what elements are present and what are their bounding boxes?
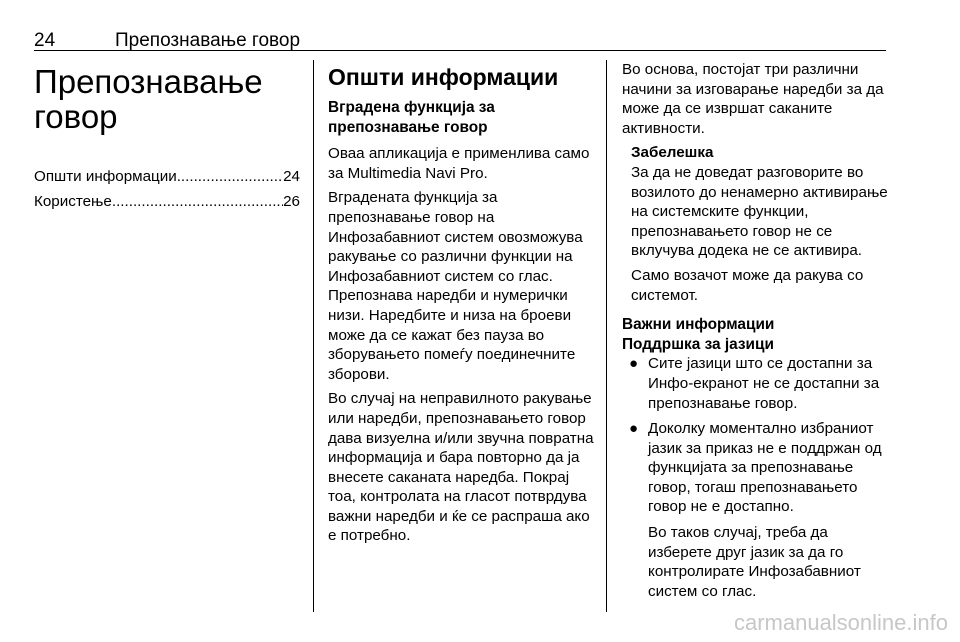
- header-divider: [34, 50, 886, 51]
- bullet-icon: ●: [629, 420, 639, 438]
- watermark: carmanualsonline.info: [733, 610, 948, 635]
- language-support-heading: Поддршка за јазици: [622, 335, 774, 353]
- toc-entry-page: 26: [283, 192, 300, 210]
- toc-leader-dots: [177, 167, 283, 187]
- paragraph: Оваа апликација е применлива само за Multimedia Navi Pro.: [328, 145, 590, 182]
- table-of-contents: [34, 167, 300, 211]
- toc-entry-label: Користење: [34, 192, 112, 210]
- column-middle: [328, 60, 596, 551]
- toc-entry-general-info[interactable]: [34, 167, 300, 187]
- paragraph: Во случај на неправилното ракување или наредби, препознавањето говор дава визуелна и/или звучна повратна информација и бара повторно да ја внесете саканата наредба. Покрај тоа, контролата на гласот потврдува важни наредби и ќе се распраша ако е потребно.: [328, 390, 594, 545]
- toc-entry-label: Општи информации: [34, 168, 177, 185]
- note-text: За да не доведат разговорите во возилото до ненамерно активирање на системските функции, препознавањето говор не се вклучува додека не се активира.: [631, 163, 888, 260]
- subsection-heading: Вградена функција за препознавање говор: [328, 99, 495, 136]
- toc-entry-usage[interactable]: [34, 192, 300, 212]
- bullet-list: [622, 354, 888, 601]
- chapter-title-line-1: Препознавање: [34, 63, 263, 100]
- section-heading: Општи информации: [328, 64, 559, 90]
- chapter-title: [34, 64, 300, 134]
- note-label: Забелешка: [631, 144, 714, 162]
- column-left: [34, 60, 300, 216]
- column-right: [622, 60, 888, 607]
- list-item: [622, 419, 888, 601]
- chapter-title-line-2: говор: [34, 98, 118, 135]
- intro-paragraph: Во основа, постојат три различни начини за изговарање наредби за да може да се извршат саканите активности.: [622, 61, 884, 137]
- note-box: [622, 143, 888, 305]
- running-title: Препознавање говор: [115, 30, 301, 51]
- toc-entry-page: 24: [283, 168, 300, 185]
- important-info-heading: Важни информации: [622, 316, 775, 334]
- note-text-2: Само возачот може да ракува со системот.: [631, 266, 864, 304]
- toc-leader-dots: [112, 192, 283, 212]
- page-header: [34, 30, 886, 56]
- paragraph: Вградената функција за препознавање говор на Инфозабавниот систем овозможува ракување со различни функции на Инфозабавниот систем со глас. Препознава наредби и нумерички низи. Наредбите и низа на броеви може да се кажат без пауза во зборувањето помеѓу поединечните зборови.: [328, 189, 583, 383]
- list-item: [622, 354, 888, 413]
- column-divider-left: [313, 60, 314, 612]
- list-item-text: Во таков случај, треба да изберете друг јазик за да го контролирате Инфозабавниот систем со глас.: [648, 524, 861, 600]
- list-item-text: Доколку моментално избраниот јазик за приказ не е поддржан од функцијата за препознавање говор, тогаш препознавањето говор не е достапно.: [648, 420, 882, 516]
- list-item-text: Сите јазици што се достапни за Инфо-екранот не се достапни за препознавање говор.: [648, 355, 880, 412]
- column-divider-right: [606, 60, 607, 612]
- bullet-icon: ●: [629, 355, 639, 373]
- page-number: 24: [34, 30, 56, 51]
